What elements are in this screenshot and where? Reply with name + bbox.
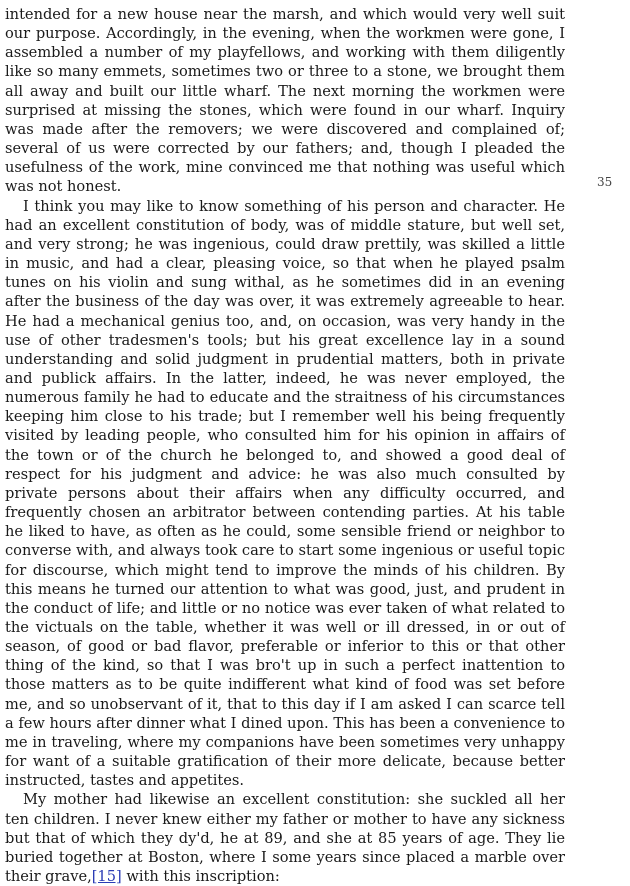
document-page (5, 5, 565, 886)
paragraph-mother (5, 790, 565, 886)
paragraph-father-character: I think you may like to know something of his person and character. He had an excellent constitution of body, was of middle stature, but well set, and very strong; he was ingenious, could draw prettily, was skilled a little in music, and had a clear, pleasing voice, so that when he played psalm tunes on his violin and sung withal, as he sometimes did in an evening after the business of the day was over, it was extremely agreeable to hear. He had a mechanical genius too, and, on occasion, was very handy in the use of other tradesmen's tools; but his great excellence lay in a sound understanding and solid judgment in prudential matters, both in private and publick affairs. In the latter, indeed, he was never employed, the numerous family he had to educate and the straitness of his circumstances keeping him close to his trade; but I remember well his being frequently visited by leading people, who consulted him for his opinion in affairs of the town or of the church he belonged to, and showed a good deal of respect for his judgment and advice: he was also much consulted by private persons about their affairs when any difficulty occurred, and frequently chosen an arbitrator between contending parties. At his table he liked to have, as often as he could, some sensible friend or neighbor to converse with, and always took care to start some ingenious or useful topic for discourse, which might tend to improve the minds of his children. By this means he turned our attention to what was good, just, and prudent in the conduct of life; and little or no notice was ever taken of what related to the victuals on the table, whether it was well or ill dressed, in or out of season, of good or bad flavor, preferable or inferior to this or that other thing of the kind, so that I was bro't up in such a perfect inattention to those matters as to be quite indifferent what kind of food was set before me, and so unobservant of it, that to this day if I am asked I can scarce tell a few hours after dinner what I dined upon. This has been a convenience to me in traveling, where my companions have been sometimes very unhappy for want of a suitable gratification of their more delicate, because better instructed, tastes and appetites. (5, 197, 565, 790)
paragraph-mother-text: My mother had likewise an excellent constitution: she suckled all her ten children. I never knew either my father or mother to have any sickness but that of which they dy'd, he at 89, and she at 85 years of age. They lie buried together at Boston, where I some years since placed a marble over their grave, (5, 791, 565, 886)
paragraph-mother-text-end: with this inscription: (121, 868, 280, 886)
page-number: 35 (597, 175, 613, 189)
paragraph-wharf-story: intended for a new house near the marsh, and which would very well suit our purpose. Accordingly, in the evening, when the workmen were gone, I assembled a number of my playfellows, and working with them diligently like so many emmets, sometimes two or three to a stone, we brought them all away and built our little wharf. The next morning the workmen were surprised at missing the stones, which were found in our wharf. Inquiry was made after the removers; we were discovered and complained of; several of us were corrected by our fathers; and, though I pleaded the usefulness of the work, mine convinced me that nothing was useful which was not honest. (5, 6, 565, 196)
footnote-link-15[interactable]: [15] (91, 868, 122, 886)
